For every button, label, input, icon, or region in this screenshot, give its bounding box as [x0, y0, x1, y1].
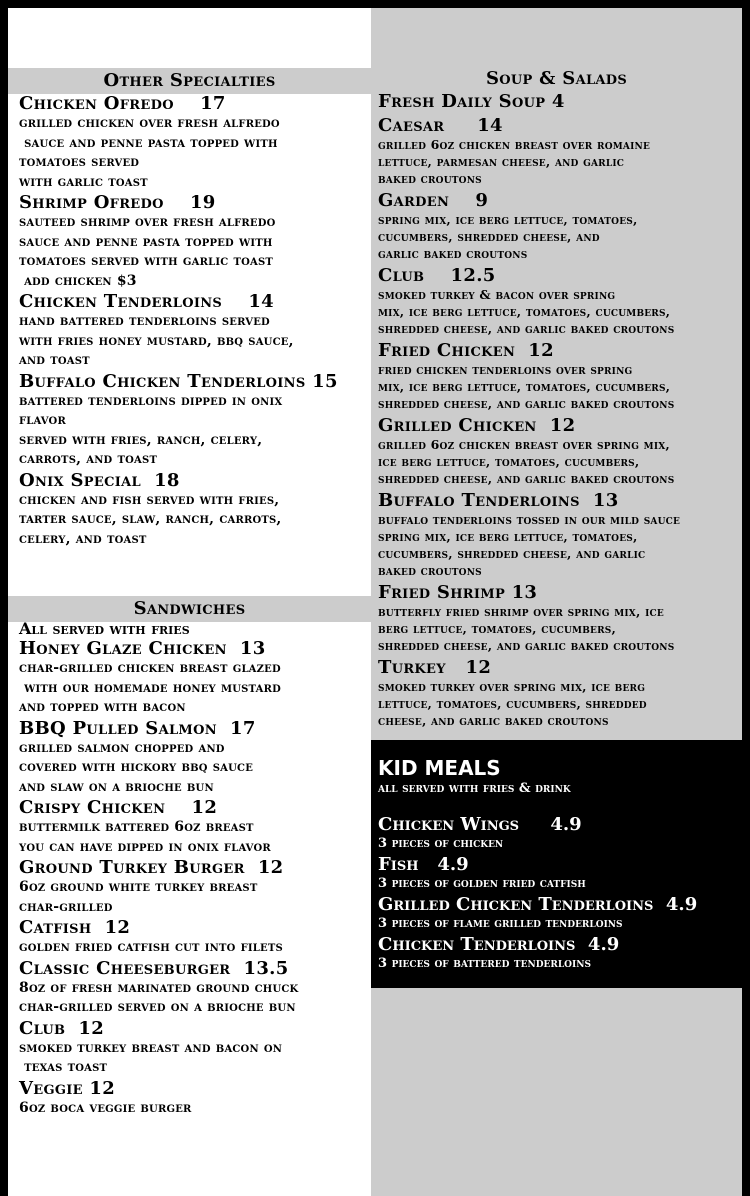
menu-item: [19, 470, 371, 550]
menu-item-title: Chicken Tenderloins 14: [19, 291, 274, 312]
menu-item: [378, 490, 740, 579]
menu-item: [19, 718, 371, 798]
menu-item-title: Club 12: [19, 1017, 105, 1039]
menu-item-desc: smoked turkey & bacon over spring mix, ice berg lettuce, tomatoes, cucumbers, shredded cheese, and garlic baked croutons: [378, 287, 675, 336]
menu-item-desc: 3 pieces of battered tenderloins: [378, 956, 591, 971]
menu-item-title: Caesar 14: [378, 115, 503, 136]
menu-item-title: Fresh Daily Soup 4: [378, 91, 565, 112]
menu-item-title: Ground Turkey Burger 12: [19, 857, 284, 878]
menu-item: [378, 582, 740, 654]
menu-item-desc: 6oz ground white turkey breast char-grilled: [19, 879, 258, 915]
menu-item-desc: hand battered tenderloins served with fries honey mustard, bbq sauce, and toast: [19, 313, 294, 368]
menu-item-desc: 3 pieces of chicken: [378, 836, 504, 851]
menu-item-title: Crispy Chicken 12: [19, 797, 218, 818]
menu-item: [378, 340, 740, 412]
menu-item: [378, 895, 740, 933]
menu-item: [378, 935, 740, 973]
menu-item: [378, 190, 740, 262]
menu-item-title: Chicken Ofredo 17: [19, 93, 226, 114]
menu-item-desc: grilled 6oz chicken breast over spring mix, ice berg lettuce, tomatoes, cucumbers, shredded cheese, and garlic baked croutons: [378, 437, 675, 486]
other-specialties-list: [19, 93, 371, 549]
menu-item-desc: 8oz of fresh marinated ground chuck char-grilled served on a brioche bun: [19, 979, 299, 1015]
menu-item-desc: battered tenderloins dipped in onix flavor served with fries, ranch, celery, carrots, and toast: [19, 392, 283, 467]
soup-salads-list: [378, 91, 740, 729]
menu-item-title: Honey Glaze Chicken 13: [19, 638, 266, 659]
soup-salads-heading: Soup & Salads: [485, 68, 628, 89]
menu-item-desc: grilled salmon chopped and covered with hickory bbq sauce and slaw on a brioche bun: [19, 739, 254, 795]
sandwiches-note: All served with fries: [19, 619, 190, 638]
sandwiches-list: [19, 619, 371, 1118]
menu-item-title: Veggie 12: [19, 1077, 116, 1099]
menu-item-title: Buffalo Chicken Tenderloins 15: [19, 370, 338, 392]
menu-item: [19, 1018, 371, 1078]
other-specialties-heading: Other Specialties: [8, 68, 371, 94]
menu-item-desc: butterfly fried shrimp over spring mix, ice berg lettuce, tomatoes, cucumbers, shredded cheese, and garlic baked croutons: [378, 604, 675, 653]
menu-item-title: Chicken Wings 4.9: [378, 814, 582, 835]
menu-item: [378, 815, 740, 853]
menu-item: [19, 192, 371, 291]
menu-item-desc: grilled 6oz chicken breast over romaine lettuce, parmesan cheese, and garlic baked croutons: [378, 137, 651, 186]
menu-item-desc: spring mix, ice berg lettuce, tomatoes, cucumbers, shredded cheese, and garlic baked croutons: [378, 212, 638, 261]
menu-item: [19, 958, 371, 1018]
menu-item-desc: buttermilk battered 6oz breast you can have dipped in onix flavor: [19, 819, 271, 855]
menu-item: [378, 265, 740, 337]
menu-item-desc: buffalo tenderloins tossed in our mild sauce spring mix, ice berg lettuce, tomatoes, cucumbers, shredded cheese, and garlic baked croutons: [378, 512, 681, 578]
kid-meals-heading: KID MEALS: [378, 756, 501, 780]
menu-item: [19, 291, 371, 371]
menu-item-title: Buffalo Tenderloins 13: [378, 490, 619, 511]
menu-item: [378, 115, 740, 187]
menu-item-title: Garden 9: [378, 190, 489, 211]
menu-item-desc: chicken and fish served with fries, tarter sauce, slaw, ranch, carrots, celery, and toast: [19, 491, 282, 547]
menu-item-title: Turkey 12: [378, 657, 492, 678]
menu-item: [378, 657, 740, 729]
menu-item-title: Chicken Tenderloins 4.9: [378, 934, 620, 955]
menu-item: [19, 917, 371, 958]
menu-item-title: Fish 4.9: [378, 854, 469, 875]
menu-item: [378, 91, 740, 112]
menu-item-title: Grilled Chicken 12: [378, 415, 576, 436]
menu-item-desc: grilled chicken over fresh alfredo sauce and penne pasta topped with tomatoes served with garlic toast: [19, 115, 280, 190]
menu-item-desc: sauteed shrimp over fresh alfredo sauce and penne pasta topped with tomatoes served with garlic toast add chicken $3: [19, 214, 276, 289]
kid-meals-note: all served with fries & drink: [378, 781, 571, 796]
menu-item-desc: fried chicken tenderloins over spring mix, ice berg lettuce, tomatoes, cucumbers, shredded cheese, and garlic baked croutons: [378, 362, 675, 411]
menu-item-title: Classic Cheeseburger 13.5: [19, 957, 289, 979]
menu-item: [378, 855, 740, 893]
menu-item-title: BBQ Pulled Salmon 17: [19, 717, 256, 739]
sandwiches-heading: Sandwiches: [8, 596, 371, 622]
menu-item-desc: char-grilled chicken breast glazed with our homemade honey mustard and topped with bacon: [19, 660, 281, 715]
menu-item-desc: 6oz boca veggie burger: [19, 1099, 192, 1116]
menu-item-title: Catfish 12: [19, 917, 131, 938]
menu-item-title: Fried Shrimp 13: [378, 582, 538, 603]
menu-item: [19, 797, 371, 857]
menu-item: [378, 415, 740, 487]
menu-item-desc: 3 pieces of flame grilled tenderloins: [378, 916, 623, 931]
menu-item-desc: golden fried catfish cut into filets: [19, 939, 283, 955]
menu-item-title: Club 12.5: [378, 265, 496, 286]
kid-meals-list: [378, 756, 740, 973]
menu-item-desc: smoked turkey breast and bacon on texas toast: [19, 1039, 283, 1075]
menu-item: [19, 1078, 371, 1119]
menu-item-title: Grilled Chicken Tenderloins 4.9: [378, 894, 698, 915]
menu-item: [19, 371, 371, 470]
menu-item-desc: 3 pieces of golden fried catfish: [378, 876, 586, 891]
menu-item-title: Shrimp Ofredo 19: [19, 192, 216, 213]
menu-item: [19, 638, 371, 718]
menu-item-desc: smoked turkey over spring mix, ice berg lettuce, tomatoes, cucumbers, shredded cheese, and garlic baked croutons: [378, 679, 647, 728]
menu-item-title: Onix Special 18: [19, 469, 180, 491]
menu-item: [19, 857, 371, 917]
menu-item-title: Fried Chicken 12: [378, 340, 554, 361]
menu-item: [19, 93, 371, 192]
